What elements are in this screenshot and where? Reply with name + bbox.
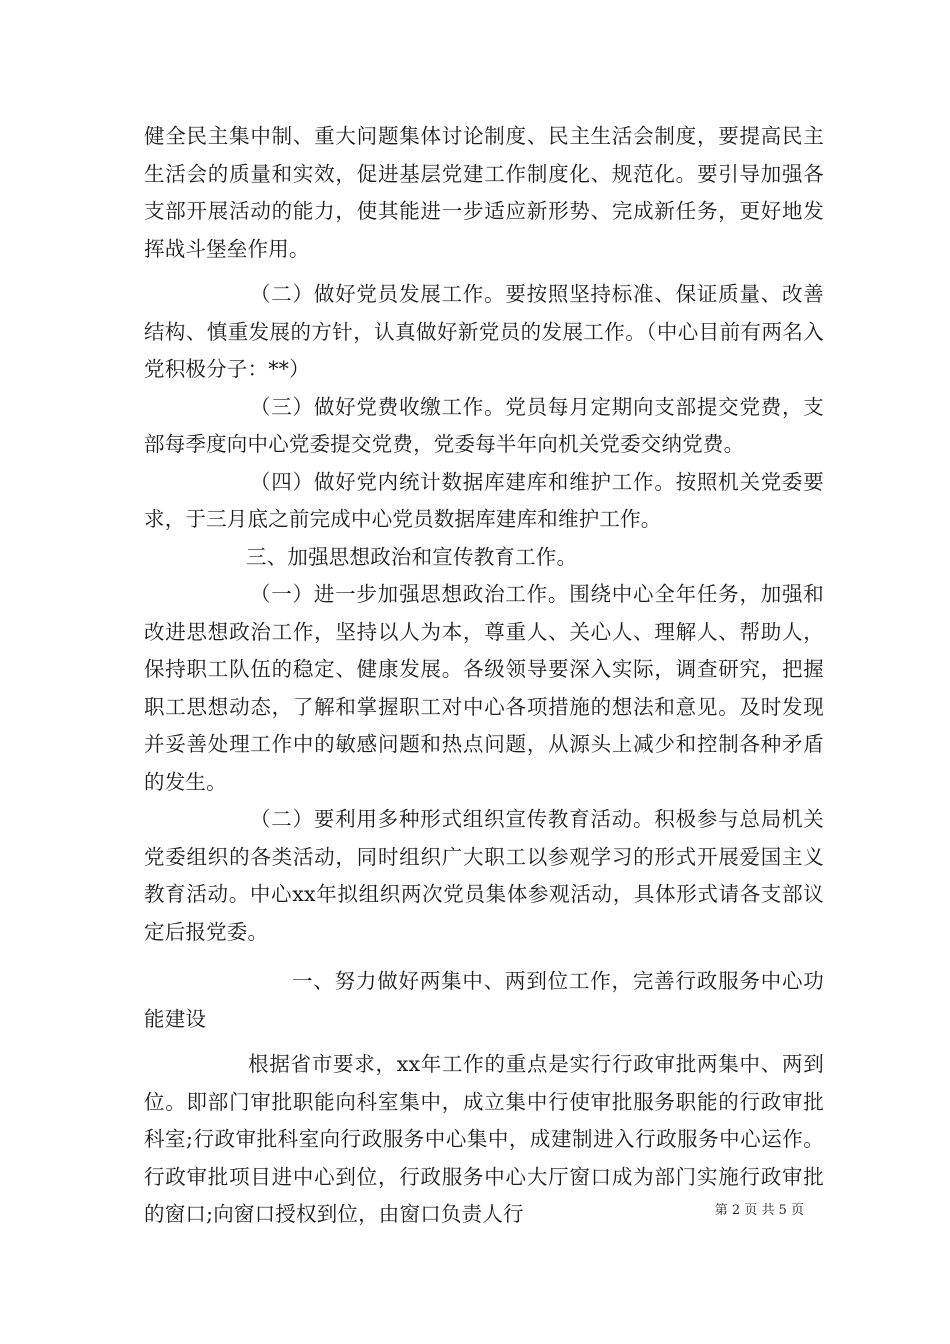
paragraph-ideological-political-work: （一）进一步加强思想政治工作。围绕中心全年任务，加强和改进思想政治工作，坚持以人为本，尊重人、关心人、理解人、帮助人，保持职工队伍的稳定、健康发展。各级领导要深入实际，调查研究，把握职工思想动态，了解和掌握职工对中心各项措施的想法和意见。及时发现并妥善处理工作中的敏感问题和热点问题，从源头上减少和控制各种矛盾的发生。 bbox=[144, 582, 824, 794]
paragraph-administrative-approval: 根据省市要求，xx年工作的重点是实行行政审批两集中、两到位。即部门审批职能向科室集中，成立集中行使审批服务职能的行政审批科室;行政审批科室向行政服务中心集中，成建制进入行政服务中心运作。行政审批项目进中心到位，行政服务中心大厅窗口成为部门实施行政审批的窗口;向窗口授权到位，由窗口负责人行 bbox=[144, 1052, 824, 1226]
section-heading-service-center: 一、努力做好两集中、两到位工作，完善行政服务中心功能建设 bbox=[144, 969, 824, 1031]
paragraph-publicity-education: （二）要利用多种形式组织宣传教育活动。积极参与总局机关党委组织的各类活动，同时组织广大职工以参观学习的形式开展爱国主义教育活动。中心xx年拟组织两次党员集体参观活动，具体形式请各支部议定后报党委。 bbox=[144, 807, 824, 944]
paragraph-party-dues: （三）做好党费收缴工作。党员每月定期向支部提交党费，支部每季度向中心党委提交党费，党委每半年向机关党委交纳党费。 bbox=[144, 394, 824, 456]
paragraph-statistics-database: （四）做好党内统计数据库建库和维护工作。按照机关党委要求，于三月底之前完成中心党员数据库建库和维护工作。 bbox=[144, 469, 824, 531]
paragraph-party-member-development: （二）做好党员发展工作。要按照坚持标准、保证质量、改善结构、慎重发展的方针，认真做好新党员的发展工作。（中心目前有两名入党积极分子：**） bbox=[144, 282, 824, 381]
paragraph-democratic-centralism: 健全民主集中制、重大问题集体讨论制度、民主生活会制度，要提高民主生活会的质量和实效，促进基层党建工作制度化、规范化。要引导加强各支部开展活动的能力，使其能进一步适应新形势、完成新任务，更好地发挥战斗堡垒作用。 bbox=[144, 124, 824, 261]
section-heading-ideological-work: 三、加强思想政治和宣传教育工作。 bbox=[246, 544, 578, 569]
document-body bbox=[144, 118, 824, 1234]
page-number: 第 2 页 共 5 页 bbox=[714, 1203, 804, 1218]
